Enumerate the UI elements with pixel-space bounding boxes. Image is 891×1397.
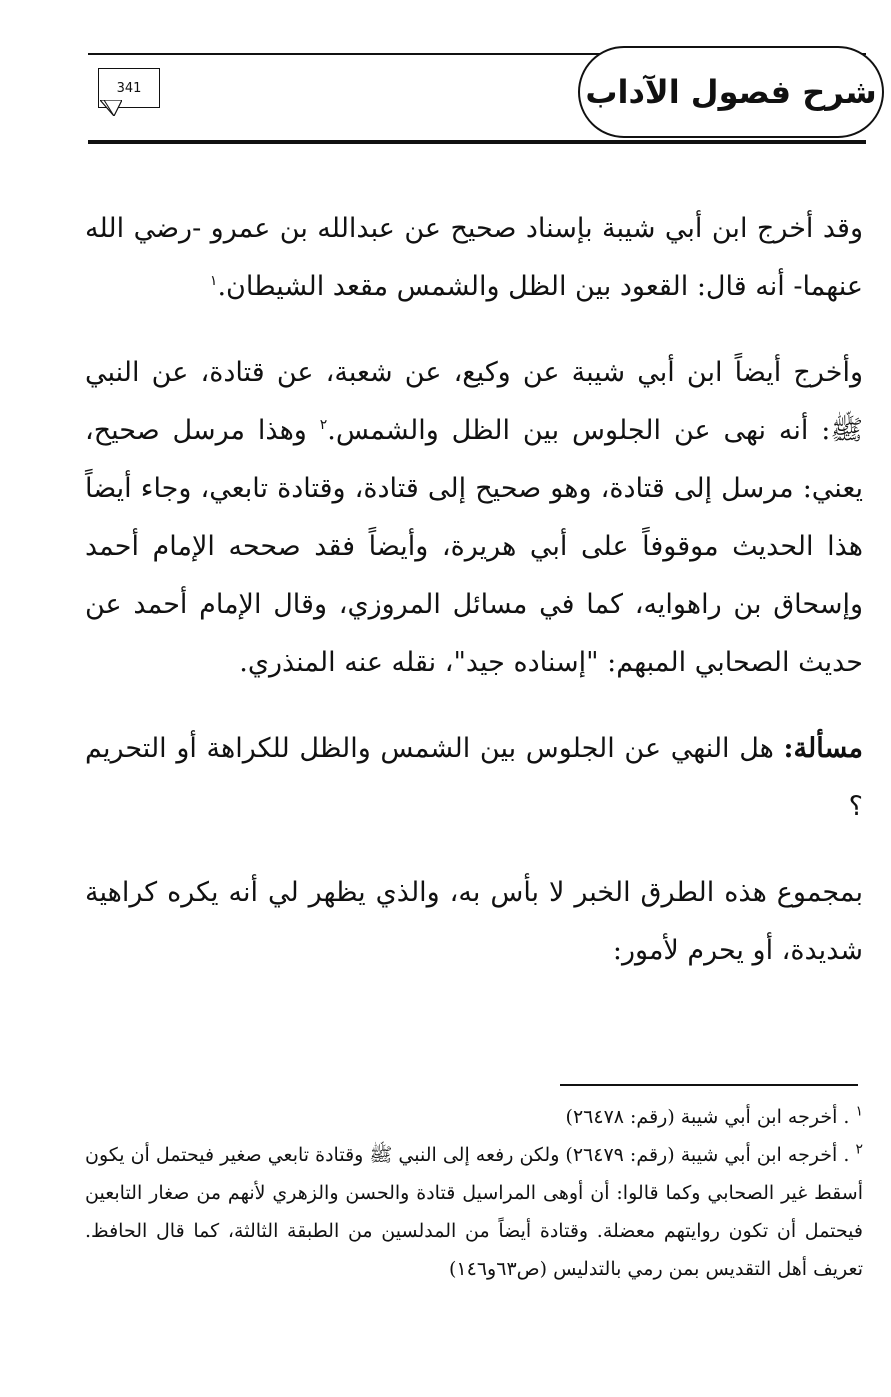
paragraph-4 bbox=[85, 864, 863, 980]
footnote-1 bbox=[85, 1098, 863, 1136]
paragraph-2-text-b: وهذا مرسل صحيح، يعني: مرسل إلى قتادة، وهو صحيح إلى قتادة، وقتادة تابعي، وجاء أيضاً هذا الحديث موقوفاً على أبي هريرة، وأيضاً فقد صححه الإمام أحمد وإسحاق بن راهوايه، كما في مسائل المروزي، وقال الإمام أحمد عن حديث الصحابي المبهم: "إسناده جيد"، نقله عنه المنذري. bbox=[85, 415, 863, 678]
running-title: شرح فصول الآداب bbox=[585, 73, 877, 111]
footnote-2-number: ٢ bbox=[855, 1141, 864, 1158]
footnote-separator bbox=[560, 1084, 858, 1086]
page-corner-fold-icon bbox=[100, 100, 122, 116]
running-title-box bbox=[578, 46, 884, 138]
paragraph-3-text: هل النهي عن الجلوس بين الشمس والظل للكراهة أو التحريم ؟ bbox=[85, 733, 863, 822]
footnote-2 bbox=[85, 1136, 863, 1288]
footnotes bbox=[85, 1098, 863, 1288]
paragraph-4-text: بمجموع هذه الطرق الخبر لا بأس به، والذي يظهر لي أنه يكره كراهية شديدة، أو يحرم لأمور: bbox=[85, 877, 863, 966]
footnote-1-number: ١ bbox=[855, 1103, 863, 1120]
header-bottom-rule bbox=[88, 140, 866, 144]
footnote-ref-1[interactable]: ١ bbox=[209, 273, 218, 289]
paragraph-2-text-a: وأخرج أيضاً ابن أبي شيبة عن وكيع، عن شعبة، عن قتادة، عن النبي ﷺ: أنه نهى عن الجلوس بين الظل والشمس. bbox=[85, 357, 864, 446]
page-number: 341 bbox=[116, 80, 142, 96]
footnote-ref-2[interactable]: ٢ bbox=[319, 417, 328, 433]
footnote-2-text: . أخرجه ابن أبي شيبة (رقم: ٢٦٤٧٩) ولكن رفعه إلى النبي ﷺ وقتادة تابعي صغير فيحتمل أن يكون أسقط غير الصحابي وكما قالوا: أن أوهى المراسيل قتادة والحسن والزهري لأنهم من صغار التابعين فيحتمل أن تكون روايتهم معضلة. وقتادة أيضاً من المدلسين من الطبقة الثالثة، كما قال الحافظ. تعريف أهل التقديس بمن رمي بالتدليس (ص٦٣و١٤٦) bbox=[85, 1144, 863, 1280]
footnote-1-text: . أخرجه ابن أبي شيبة (رقم: ٢٦٤٧٨) bbox=[565, 1106, 856, 1128]
main-text bbox=[85, 200, 863, 980]
paragraph-1 bbox=[85, 200, 863, 316]
paragraph-2 bbox=[85, 344, 863, 692]
paragraph-3 bbox=[85, 720, 863, 836]
paragraph-1-text: وقد أخرج ابن أبي شيبة بإسناد صحيح عن عبدالله بن عمرو -رضي الله عنهما- أنه قال: القعود بين الظل والشمس مقعد الشيطان. bbox=[85, 213, 863, 302]
issue-label: مسألة: bbox=[783, 733, 863, 764]
